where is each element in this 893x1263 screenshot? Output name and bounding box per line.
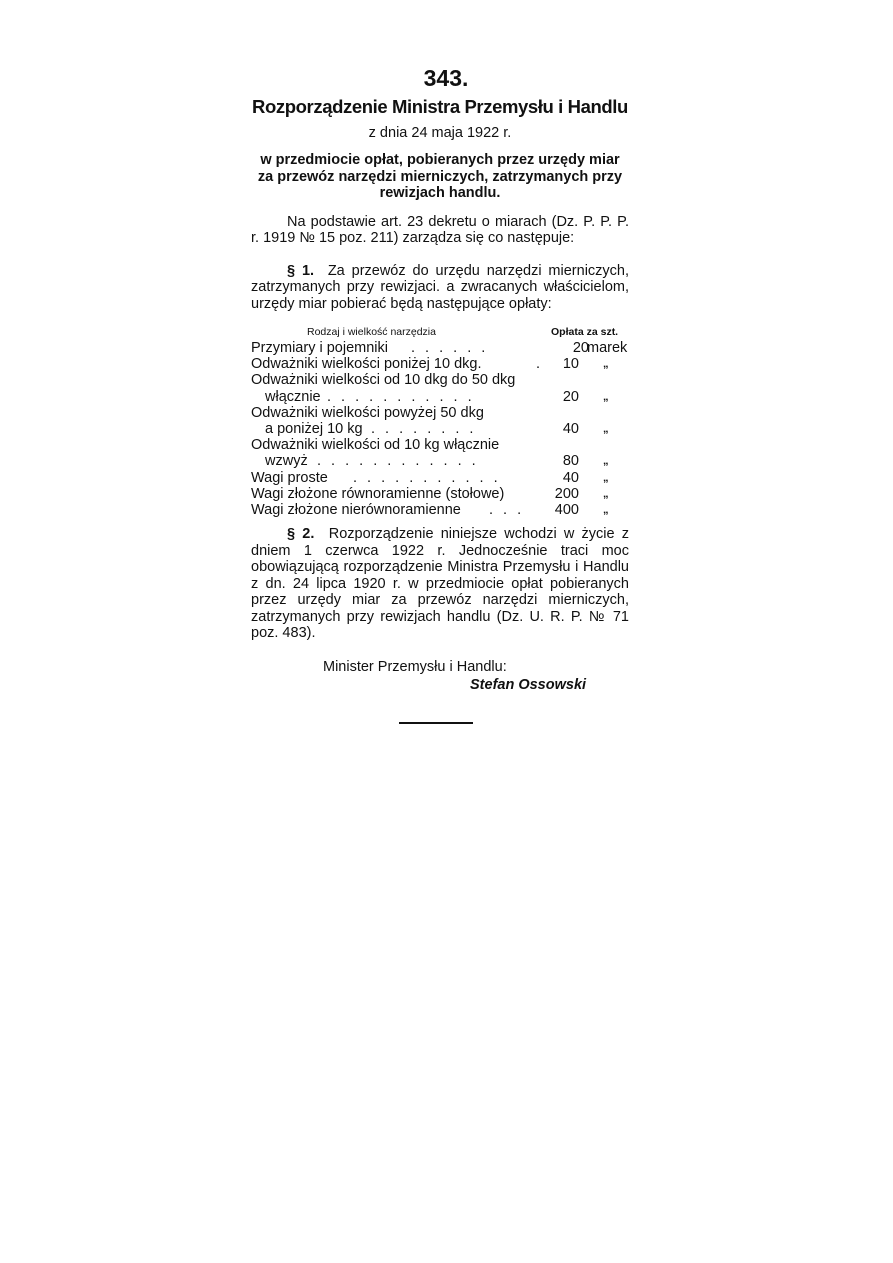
fee-table-header-fee: Opłata za szt.: [551, 326, 619, 338]
signature-name: Stefan Ossowski: [470, 676, 587, 693]
section-2-paragraph: [251, 526, 629, 642]
document-subject: w przedmiocie opłat, pobieranych przez urzędy miar za przewóz narzędzi mierniczych, zatrzymanych przy rewizjach handlu.: [257, 152, 623, 201]
section-2-text: Rozporządzenie niniejsze wchodzi w życie z dniem 1 czerwca 1922 r. Jednocześnie traci moc obowiązującą rozporządzenie Ministra Przemysłu i Handlu z dn. 24 lipca 1920 r. w przedmiocie opłat pobieranych przez urzędy miar za przewóz narzędzi mierniczych, zatrzymanych przy rewizjach handlu (Dz. U. R. P. № 71 poz. 483).: [251, 526, 629, 642]
fee-item-name: włącznie: [265, 388, 321, 405]
fee-table-row: [251, 356, 629, 372]
fee-item-amount: 40: [562, 469, 579, 486]
fee-item-name: Odważniki wielkości powyżej 50 dkg: [251, 404, 484, 421]
fee-item-unit: „: [603, 503, 609, 516]
fee-item-unit: „: [603, 455, 609, 468]
fee-table-row: [251, 405, 629, 421]
fee-item-name: a poniżej 10 kg: [265, 420, 363, 437]
fee-item-leader: . . . . . .: [411, 340, 489, 356]
closing-rule: [399, 722, 473, 724]
fee-item-unit: „: [603, 422, 609, 435]
fee-item-name: Odważniki wielkości poniżej 10 dkg.: [251, 356, 482, 373]
fee-table: [251, 340, 629, 518]
fee-table-header: [251, 323, 629, 340]
document-date: z dnia 24 maja 1922 r.: [368, 125, 512, 141]
fee-item-unit: „: [603, 358, 609, 371]
fee-item-leader: .: [536, 356, 544, 373]
fee-table-row: [251, 372, 629, 388]
fee-item-leader: . . . . . . . .: [371, 420, 477, 437]
section-2-label: § 2.: [287, 526, 315, 543]
section-1-label: § 1.: [287, 262, 315, 279]
fee-table-row: [251, 437, 629, 453]
fee-table-row: [251, 421, 629, 437]
fee-item-amount: 20: [572, 340, 589, 356]
fee-item-unit: „: [603, 471, 609, 484]
document-title: Rozporządzenie Ministra Przemysłu i Handlu: [252, 96, 628, 117]
fee-item-unit: „: [603, 390, 609, 403]
fee-table-header-name: Rodzaj i wielkość narzędzia: [307, 326, 436, 338]
fee-item-amount: 10: [562, 356, 579, 373]
fee-item-amount: 40: [562, 420, 579, 437]
fee-item-unit: marek: [587, 340, 628, 356]
fee-item-name: Wagi złożone nierównoramienne: [251, 501, 461, 518]
fee-table-row: [251, 470, 629, 486]
fee-item-name: Odważniki wielkości od 10 dkg do 50 dkg: [251, 372, 516, 389]
fee-item-name: Wagi proste: [251, 469, 328, 486]
section-1-text: Za przewóz do urzędu narzędzi mierniczych, zatrzymanych przy rewizjaci. a zwracanych właścicielom, urzędy miar pobierać będą następujące opłaty:: [251, 262, 630, 312]
fee-item-unit: „: [603, 487, 609, 500]
section-1-paragraph: [251, 263, 629, 313]
fee-item-name: Odważniki wielkości od 10 kg włącznie: [251, 437, 500, 454]
fee-item-leader: . . . . . . . . . . . .: [317, 453, 479, 470]
fee-item-name: Wagi złożone równoramienne (stołowe): [251, 485, 505, 502]
fee-table-row: [251, 389, 629, 405]
fee-item-amount: 400: [554, 501, 579, 518]
fee-item-leader: . . . . . . . . . . .: [327, 388, 475, 405]
fee-item-amount: 80: [562, 453, 579, 470]
fee-item-name: Przymiary i pojemniki: [251, 340, 388, 356]
fee-table-row: [251, 453, 629, 469]
fee-item-amount: 200: [554, 485, 579, 502]
fee-item-amount: 20: [562, 388, 579, 405]
fee-item-leader: . . .: [489, 501, 525, 518]
document-number: 343.: [423, 65, 469, 91]
document-page: [251, 62, 629, 724]
legal-basis-paragraph: Na podstawie art. 23 dekretu o miarach (Dz. P. P. P. r. 1919 № 15 poz. 211) zarządza się co następuje:: [251, 213, 629, 246]
fee-item-leader: . . . . . . . . . . .: [353, 469, 501, 486]
fee-table-row: [251, 502, 629, 518]
signature-title: Minister Przemysłu i Handlu:: [323, 658, 507, 675]
signature-block: [251, 658, 629, 694]
fee-table-row: [251, 340, 629, 356]
fee-table-row: [251, 486, 629, 502]
fee-item-name: wzwyż: [265, 453, 308, 470]
